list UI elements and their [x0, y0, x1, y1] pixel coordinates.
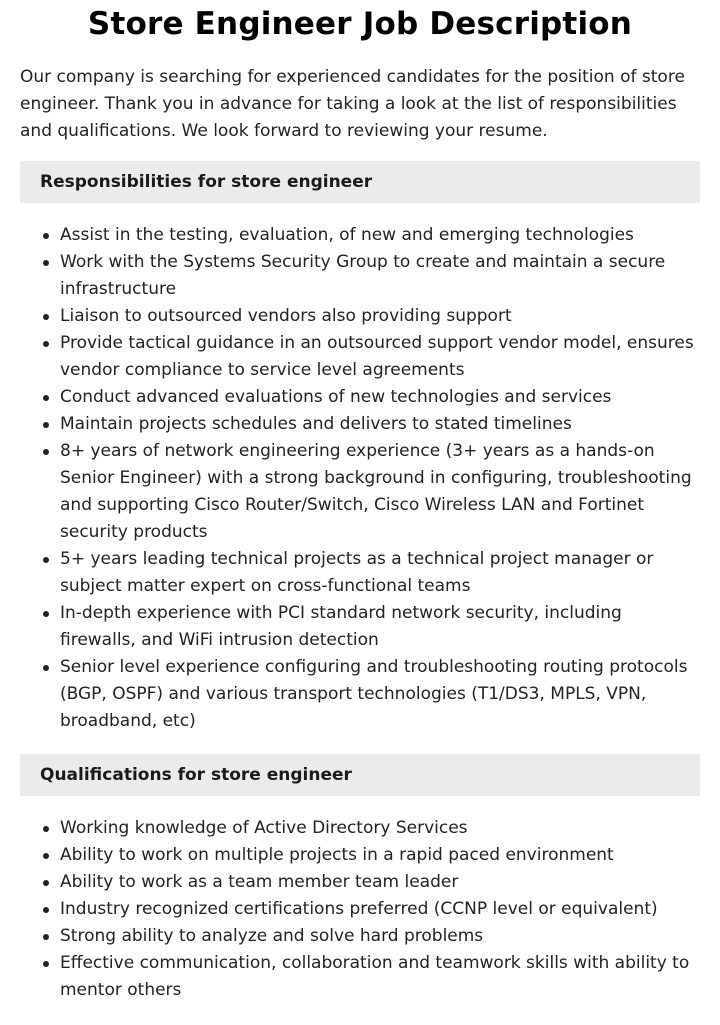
responsibilities-list: [20, 222, 700, 735]
page-title: Store Engineer Job Description: [87, 6, 633, 42]
list-item: Assist in the testing, evaluation, of new and emerging technologies: [60, 222, 700, 249]
list-item: In-depth experience with PCI standard network security, including firewalls, and WiFi intrusion detection: [60, 600, 700, 654]
list-item: Industry recognized certifications preferred (CCNP level or equivalent): [60, 896, 700, 923]
list-item: Strong ability to analyze and solve hard problems: [60, 923, 700, 950]
qualifications-list: [20, 815, 700, 1004]
list-item: Provide tactical guidance in an outsourced support vendor model, ensures vendor compliance to service level agreements: [60, 330, 700, 384]
list-item: Work with the Systems Security Group to create and maintain a secure infrastructure: [60, 249, 700, 303]
intro-paragraph: Our company is searching for experienced candidates for the position of store engineer. Thank you in advance for taking a look at the list of responsibilities and qualifications. We look forward to reviewing your resume.: [20, 67, 685, 141]
list-item: Ability to work as a team member team leader: [60, 869, 700, 896]
list-item: Conduct advanced evaluations of new technologies and services: [60, 384, 700, 411]
responsibilities-heading: Responsibilities for store engineer: [20, 161, 700, 203]
list-item: 5+ years leading technical projects as a technical project manager or subject matter expert on cross-functional teams: [60, 546, 700, 600]
list-item: Senior level experience configuring and troubleshooting routing protocols (BGP, OSPF) and various transport technologies (T1/DS3, MPLS, VPN, broadband, etc): [60, 654, 700, 735]
list-item: 8+ years of network engineering experience (3+ years as a hands-on Senior Engineer) with a strong background in configuring, troubleshooting and supporting Cisco Router/Switch, Cisco Wireless LAN and Fortinet security products: [60, 438, 700, 546]
list-item: Working knowledge of Active Directory Services: [60, 815, 700, 842]
qualifications-heading: Qualifications for store engineer: [20, 754, 700, 796]
list-item: Maintain projects schedules and delivers to stated timelines: [60, 411, 700, 438]
list-item: Effective communication, collaboration and teamwork skills with ability to mentor others: [60, 950, 700, 1004]
list-item: Ability to work on multiple projects in a rapid paced environment: [60, 842, 700, 869]
list-item: Liaison to outsourced vendors also providing support: [60, 303, 700, 330]
